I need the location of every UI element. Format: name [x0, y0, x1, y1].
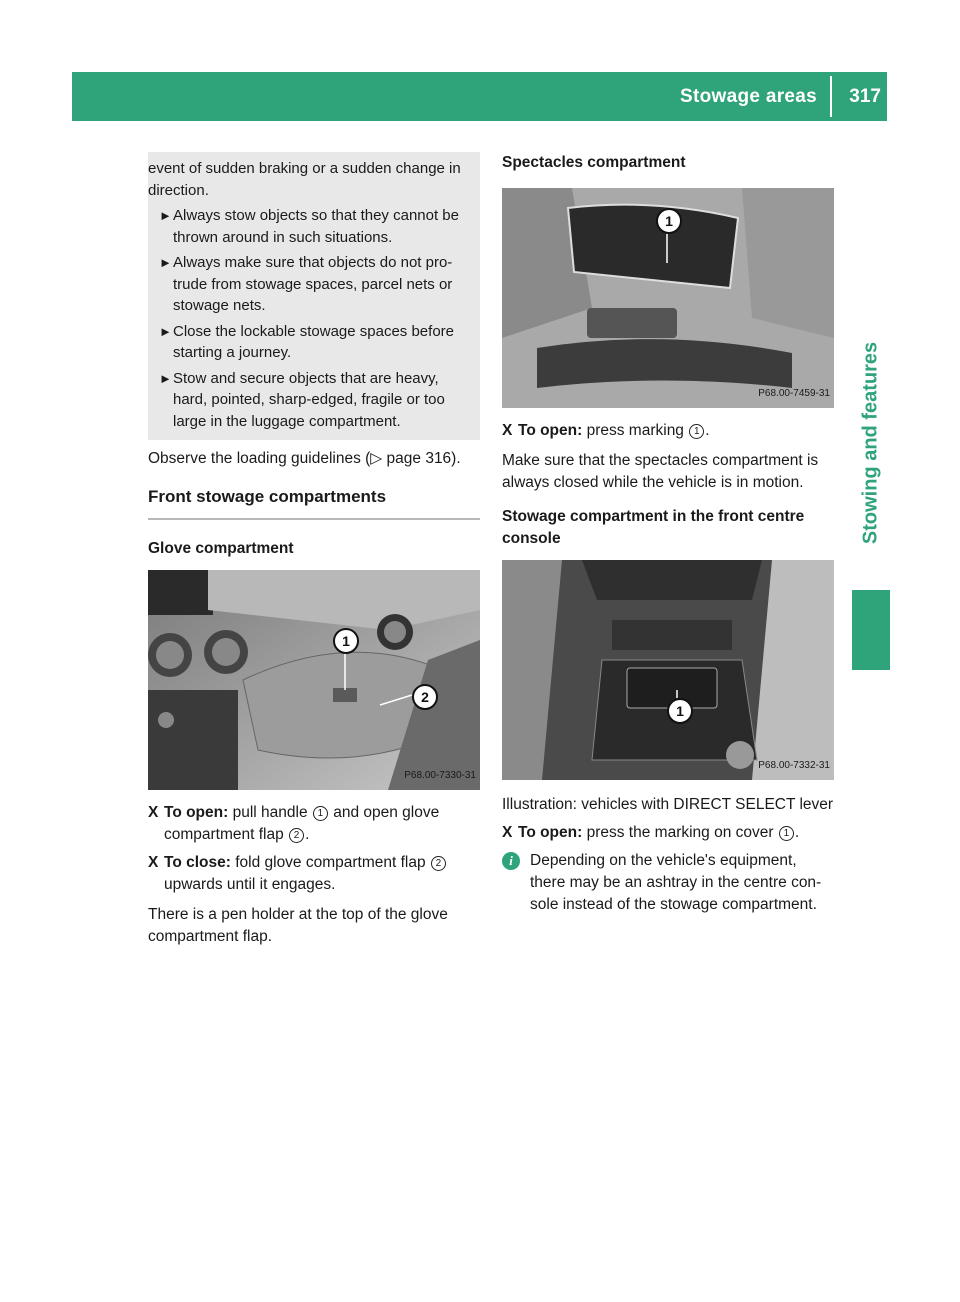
- step-label: To open:: [164, 804, 229, 821]
- warning-bullet: ► Close the lockable stowage spaces before starting a journey.: [159, 322, 455, 361]
- warning-bullet: ► Always make sure that objects do not pro- trude from stowage spaces, parcel nets or stowage nets.: [159, 254, 453, 314]
- callout-ref-2: 2: [289, 828, 304, 843]
- info-icon: i: [502, 852, 520, 870]
- glove-heading: Glove compartment: [148, 540, 294, 557]
- step-label: To open:: [518, 824, 583, 841]
- illustration-caption: Illustration: vehicles with DIRECT SELECT lever: [502, 796, 834, 813]
- left-column: [148, 152, 480, 948]
- instruction-step: X To open: pull handle 1 and open glove compartment flap 2 .: [148, 804, 440, 843]
- header-title: Stowage areas: [680, 86, 817, 107]
- page-number: 317: [849, 86, 881, 107]
- spectacles-photo: [502, 188, 834, 408]
- callout-ref-2: 2: [431, 856, 446, 871]
- step-label: To open:: [518, 422, 583, 439]
- instruction-step: X To close: fold glove compartment flap 2 upwards until it engages.: [148, 852, 480, 896]
- right-column: [502, 152, 834, 916]
- callout-1: 1: [656, 208, 682, 234]
- instruction-step: X To open: press the marking on cover 1 .: [502, 824, 800, 841]
- centre-console-photo: [502, 560, 834, 780]
- pen-holder-text: There is a pen holder at the top of the glove compartment flap.: [148, 906, 448, 945]
- image-code: P68.00-7332-31: [758, 760, 830, 771]
- info-note: [502, 850, 834, 916]
- callout-ref-1: 1: [689, 424, 704, 439]
- warning-text: event of sudden braking or a sudden change in direction.: [148, 160, 461, 199]
- loading-guidelines-text: Observe the loading guidelines (▷ page 316).: [148, 450, 461, 467]
- page-header: [72, 72, 887, 121]
- warning-box: [148, 152, 480, 440]
- glove-compartment-photo: [148, 570, 480, 790]
- warning-bullet: ► Stow and secure objects that are heavy, hard, pointed, sharp-edged, fragile or too large in the luggage compartment.: [159, 369, 445, 430]
- spectacles-heading: Spectacles compartment: [502, 154, 686, 171]
- chapter-tab: [852, 310, 890, 575]
- warning-bullet: ► Always stow objects so that they cannot be thrown around in such situations.: [159, 207, 459, 246]
- console-heading: Stowage compartment in the front centre console: [502, 508, 805, 547]
- instruction-step: X To open: press marking 1 .: [502, 422, 710, 439]
- image-code: P68.00-7330-31: [404, 770, 476, 781]
- step-label: To close:: [164, 854, 231, 871]
- callout-ref-1: 1: [779, 826, 794, 841]
- section-title: Front stowage compartments: [148, 486, 480, 520]
- callout-ref-1: 1: [313, 806, 328, 821]
- image-code: P68.00-7459-31: [758, 388, 830, 399]
- callout-2: 2: [412, 684, 438, 710]
- callout-1: 1: [333, 628, 359, 654]
- chapter-tab-label: Stowing and features: [859, 341, 882, 544]
- callout-1: 1: [667, 698, 693, 724]
- info-text: Depending on the vehicle's equipment, there may be an ashtray in the centre con- sole instead of the stowage compartment.: [530, 852, 822, 913]
- spectacles-note: Make sure that the spectacles compartment is always closed while the vehicle is in motion.: [502, 452, 819, 491]
- chapter-marker: [852, 590, 890, 670]
- header-divider: [830, 76, 832, 117]
